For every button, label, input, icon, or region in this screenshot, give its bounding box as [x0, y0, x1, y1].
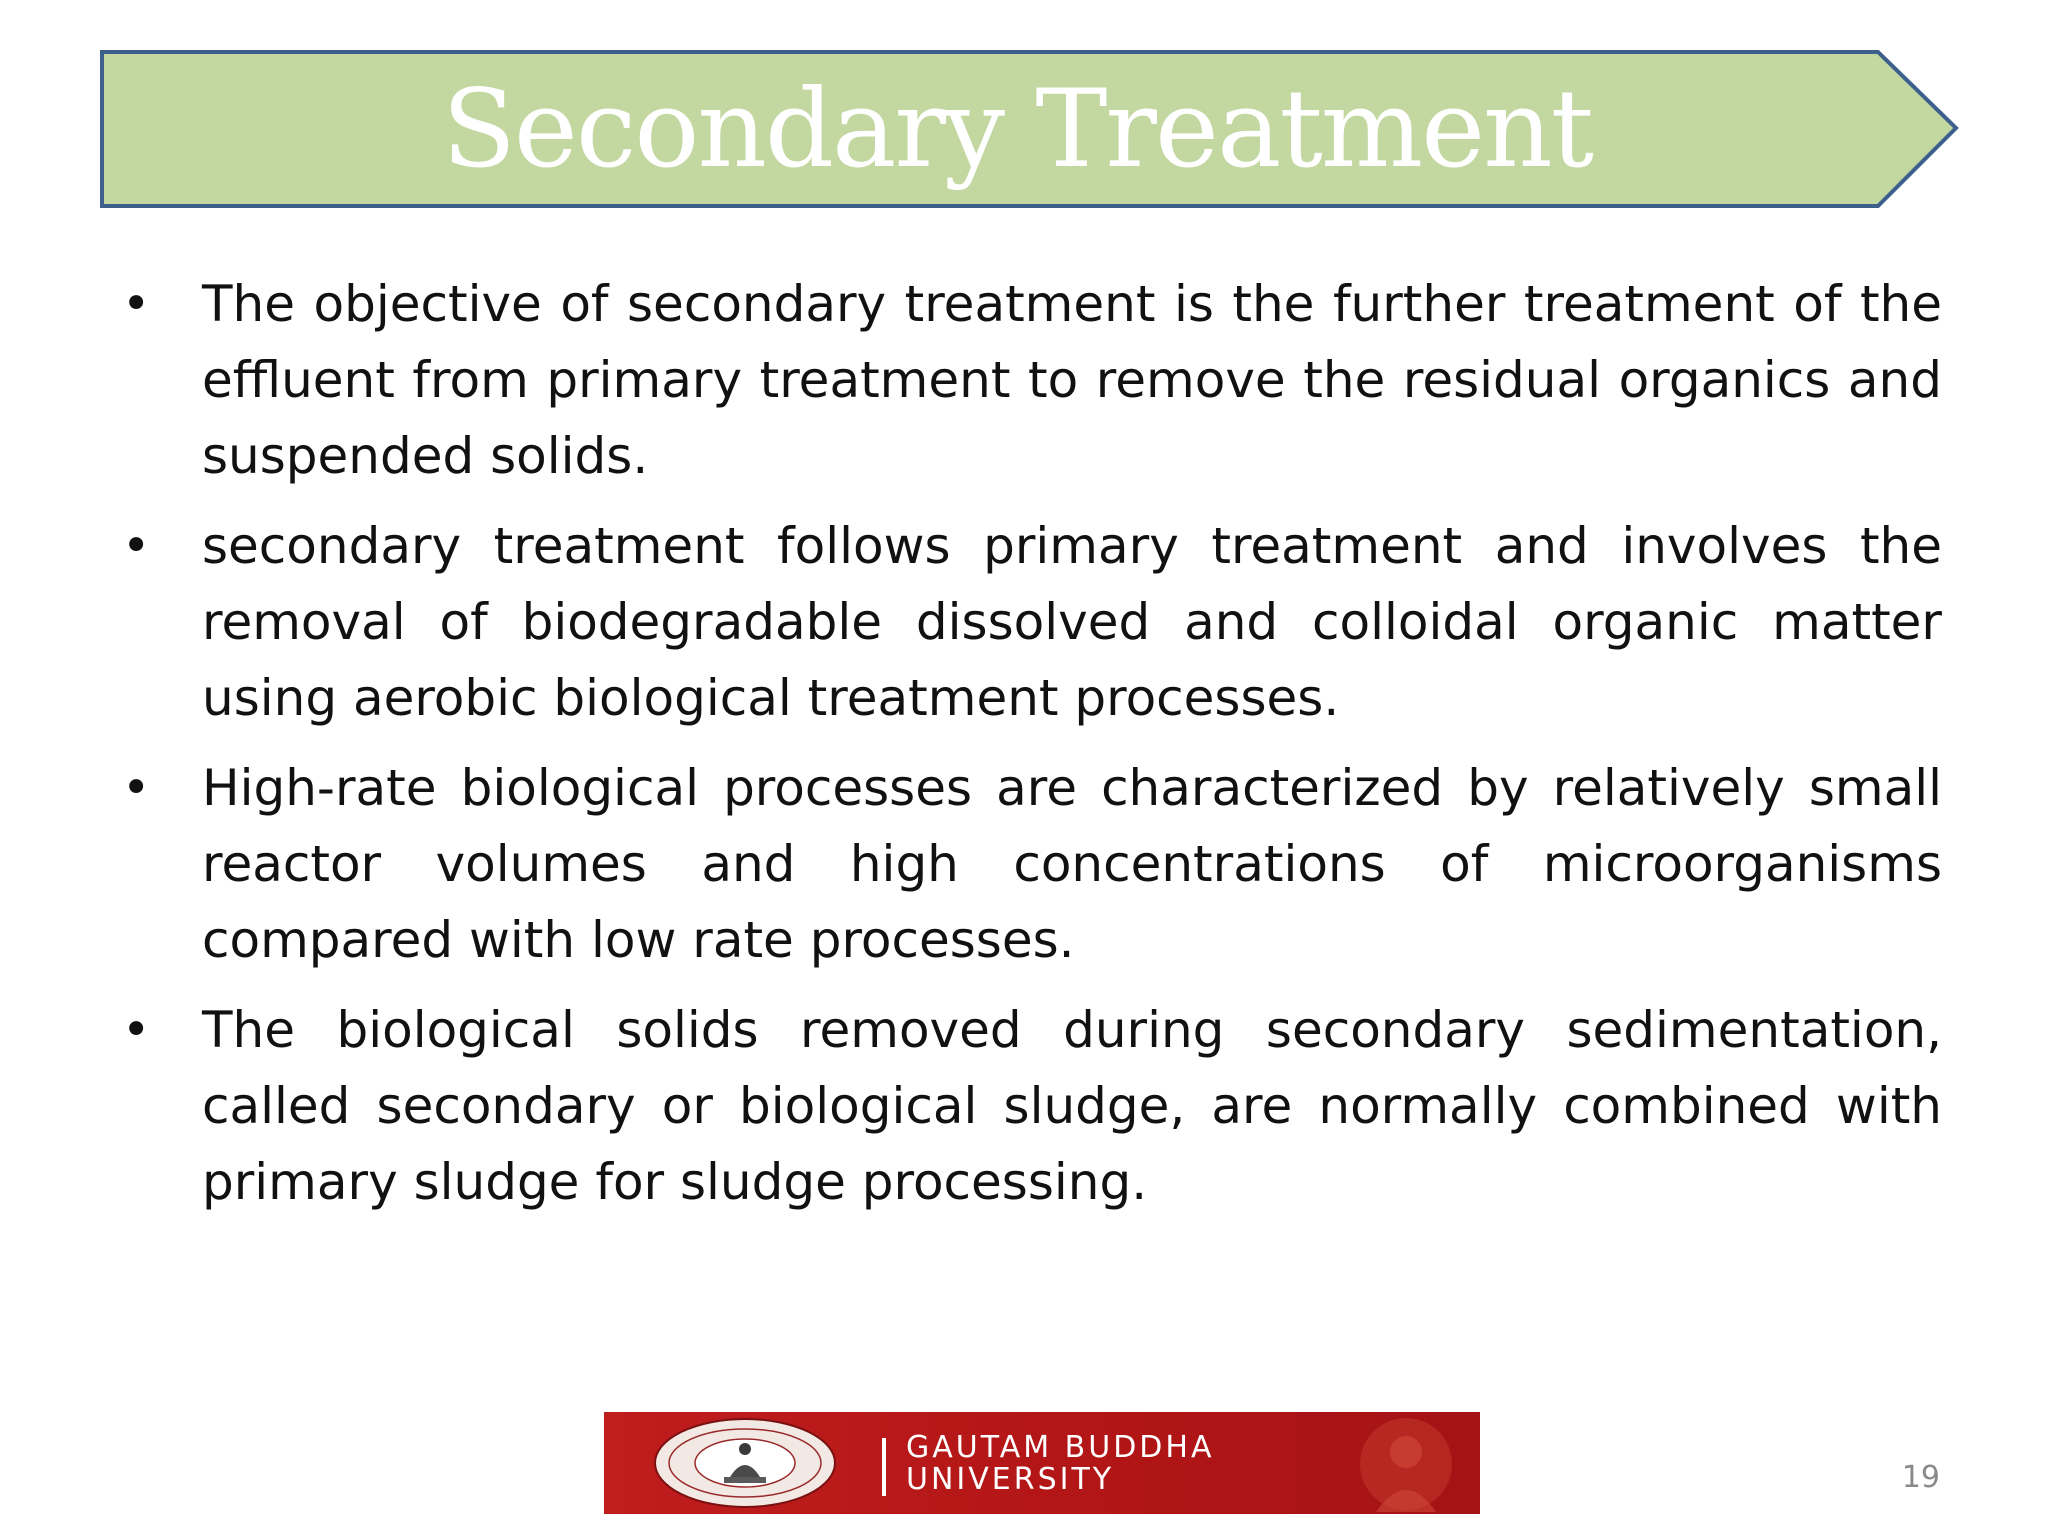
logo-divider	[882, 1438, 886, 1496]
buddha-watermark-icon	[1358, 1412, 1480, 1514]
bullet-text: High-rate biological processes are characterized by relatively small reactor volumes and high concentrations of microorganisms compared with low rate processes.	[202, 759, 1942, 969]
university-name	[906, 1432, 1215, 1496]
bullet-dot-icon: •	[122, 760, 151, 816]
university-logo-banner	[604, 1412, 1480, 1514]
bullet-dot-icon: •	[122, 518, 151, 574]
bullet-text: The biological solids removed during secondary sedimentation, called secondary or biological sludge, are normally combined with primary sludge for sludge processing.	[202, 1001, 1942, 1211]
university-seal-icon	[650, 1417, 840, 1509]
title-banner	[0, 0, 2048, 230]
bullet-item	[110, 508, 1942, 736]
bullet-item	[110, 992, 1942, 1220]
university-name-line1: GAUTAM BUDDHA	[906, 1430, 1215, 1465]
bullet-text: secondary treatment follows primary treatment and involves the removal of biodegradable dissolved and colloidal organic matter using aerobic biological treatment processes.	[202, 517, 1942, 727]
bullet-list	[110, 266, 1942, 1234]
bullet-item	[110, 750, 1942, 978]
university-name-line2: UNIVERSITY	[906, 1462, 1115, 1497]
bullet-dot-icon: •	[122, 276, 151, 332]
bullet-dot-icon: •	[122, 1002, 151, 1058]
slide-title: Secondary Treatment	[441, 67, 1593, 192]
slide-number: 19	[1901, 1460, 1940, 1495]
bullet-item	[110, 266, 1942, 494]
bullet-text: The objective of secondary treatment is the further treatment of the effluent from primary treatment to remove the residual organics and suspended solids.	[202, 275, 1942, 485]
